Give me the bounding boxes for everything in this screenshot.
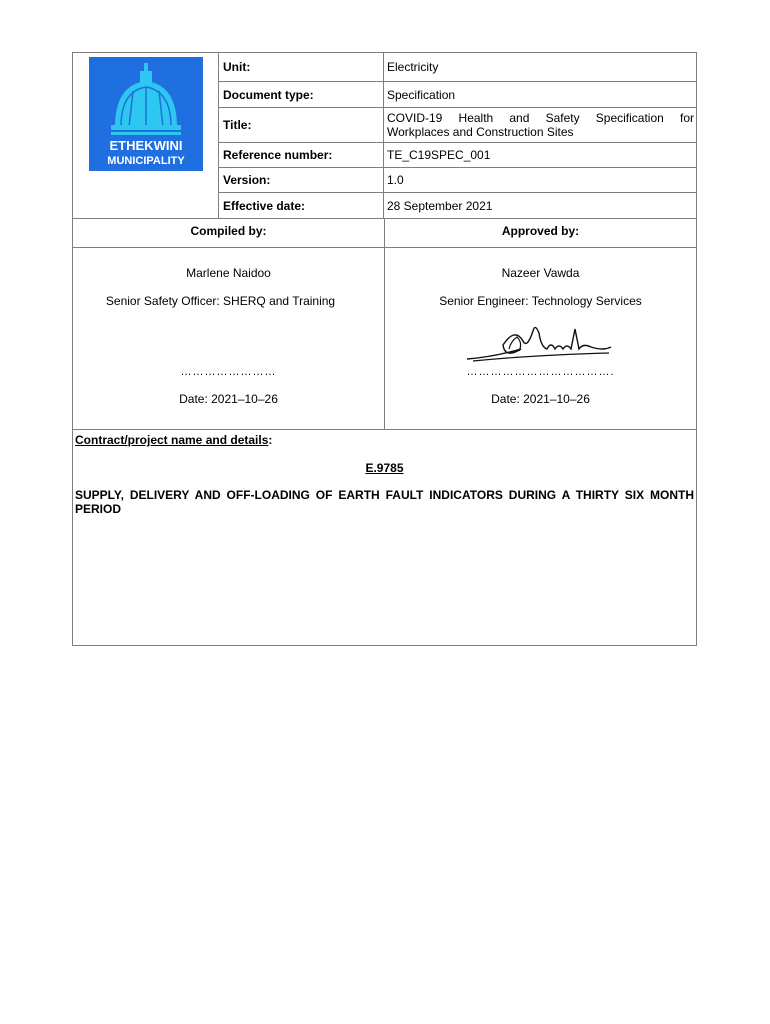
approved-by-header: Approved by:: [501, 224, 580, 238]
meta-row-title: [219, 108, 696, 143]
approver-signature: [463, 319, 613, 365]
compiled-date: Date: 2021–10–26: [179, 392, 278, 406]
meta-label: Title:: [219, 108, 384, 142]
ethekwini-municipality-logo: [89, 57, 203, 171]
contract-label: [75, 433, 272, 447]
approved-date: Date: 2021–10–26: [491, 392, 590, 406]
signature-line: ……………………………….: [466, 366, 615, 378]
approver-role: Senior Engineer: Technology Services: [439, 294, 642, 308]
contract-label-text: Contract/project name and details: [75, 433, 269, 447]
logo-cell: [73, 53, 219, 218]
signature-line: ……………………: [180, 366, 277, 378]
title-text: COVID-19 Health and Safety Specification for Workplaces and Construction Sites: [387, 111, 694, 139]
contract-number: E.9785: [365, 461, 404, 475]
city-hall-dome-icon: [89, 57, 203, 171]
meta-row-version: [219, 168, 696, 193]
meta-label: Unit:: [219, 53, 384, 81]
compiled-by-header: Compiled by:: [190, 224, 267, 238]
meta-row-effective-date: [219, 193, 696, 218]
meta-value: TE_C19SPEC_001: [387, 148, 491, 162]
svg-text:MUNICIPALITY: MUNICIPALITY: [107, 155, 185, 167]
contract-label-colon: :: [268, 433, 273, 447]
svg-text:ETHEKWINI: ETHEKWINI: [109, 138, 183, 153]
meta-label: Effective date:: [219, 193, 384, 218]
meta-value: 28 September 2021: [387, 198, 493, 213]
meta-row-document-type: [219, 82, 696, 108]
meta-row-unit: [219, 53, 696, 82]
meta-label: Reference number:: [219, 143, 384, 167]
document-cover-table: [72, 52, 697, 646]
meta-value: [384, 108, 696, 142]
meta-label: Document type:: [219, 82, 384, 107]
meta-value: Electricity: [387, 60, 439, 74]
compiler-role: Senior Safety Officer: SHERQ and Training: [105, 294, 336, 308]
meta-value: Specification: [387, 87, 456, 102]
contract-description: SUPPLY, DELIVERY AND OFF-LOADING OF EARTH FAULT INDICATORS DURING A THIRTY SIX MONTH PERIOD: [75, 488, 694, 516]
meta-value: 1.0: [387, 173, 404, 187]
compiler-name: Marlene Naidoo: [186, 266, 271, 280]
divider: [73, 429, 696, 430]
meta-label: Version:: [219, 168, 384, 192]
approver-name: Nazeer Vawda: [501, 266, 580, 280]
meta-row-reference-number: [219, 143, 696, 168]
